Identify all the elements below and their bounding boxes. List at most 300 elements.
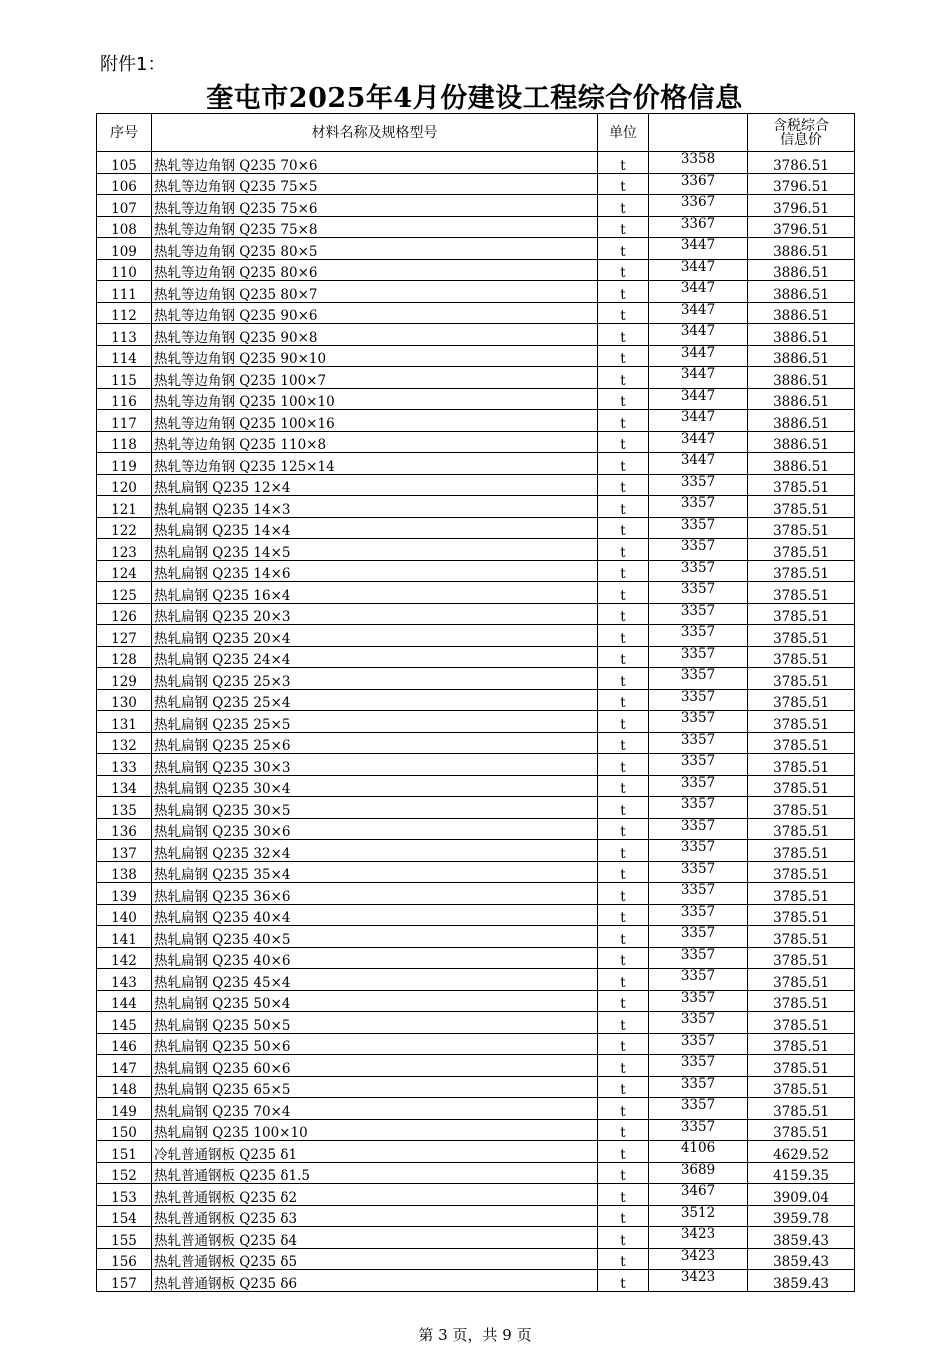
cell-name: 热轧扁钢 Q235 32×4 [152, 840, 598, 862]
cell-no: 117 [97, 410, 152, 432]
table-row [97, 410, 855, 432]
table-row [97, 367, 855, 389]
cell-name: 热轧扁钢 Q235 14×5 [152, 539, 598, 561]
attachment-label: 附件1： [100, 54, 166, 75]
table-row [97, 1205, 855, 1227]
cell-no: 110 [97, 259, 152, 281]
cell-price: 3357 [649, 1033, 748, 1055]
cell-unit: t [598, 625, 649, 647]
cell-name: 热轧扁钢 Q235 45×4 [152, 969, 598, 991]
cell-price: 3357 [649, 904, 748, 926]
cell-name: 热轧普通钢板 Q235 δ4 [152, 1227, 598, 1249]
cell-unit: t [598, 754, 649, 776]
cell-name: 热轧扁钢 Q235 40×5 [152, 926, 598, 948]
table-row [97, 1012, 855, 1034]
table-row [97, 775, 855, 797]
table-row [97, 496, 855, 518]
cell-no: 111 [97, 281, 152, 303]
cell-name: 热轧扁钢 Q235 36×6 [152, 883, 598, 905]
cell-name: 热轧扁钢 Q235 20×4 [152, 625, 598, 647]
header-no: 序号 [97, 114, 152, 152]
cell-name: 热轧扁钢 Q235 25×6 [152, 732, 598, 754]
cell-tax-price: 3859.43 [748, 1270, 855, 1292]
cell-unit: t [598, 990, 649, 1012]
cell-price: 3357 [649, 646, 748, 668]
cell-name: 热轧等边角钢 Q235 75×5 [152, 173, 598, 195]
cell-name: 热轧等边角钢 Q235 70×6 [152, 152, 598, 174]
cell-no: 137 [97, 840, 152, 862]
cell-price: 3357 [649, 625, 748, 647]
cell-price: 3357 [649, 797, 748, 819]
cell-tax-price: 3785.51 [748, 1012, 855, 1034]
table-row [97, 388, 855, 410]
cell-unit: t [598, 1184, 649, 1206]
cell-price: 3357 [649, 754, 748, 776]
cell-no: 148 [97, 1076, 152, 1098]
cell-price: 3447 [649, 410, 748, 432]
cell-name: 热轧等边角钢 Q235 110×8 [152, 431, 598, 453]
cell-name: 热轧扁钢 Q235 50×6 [152, 1033, 598, 1055]
cell-price: 3423 [649, 1227, 748, 1249]
cell-unit: t [598, 410, 649, 432]
cell-unit: t [598, 947, 649, 969]
cell-unit: t [598, 173, 649, 195]
table-row [97, 947, 855, 969]
cell-tax-price: 3886.51 [748, 324, 855, 346]
cell-price: 3447 [649, 367, 748, 389]
cell-no: 122 [97, 517, 152, 539]
cell-price: 3357 [649, 689, 748, 711]
cell-name: 热轧等边角钢 Q235 90×6 [152, 302, 598, 324]
cell-no: 114 [97, 345, 152, 367]
cell-price: 3357 [649, 840, 748, 862]
cell-no: 107 [97, 195, 152, 217]
cell-tax-price: 3785.51 [748, 668, 855, 690]
cell-no: 153 [97, 1184, 152, 1206]
table-row [97, 1162, 855, 1184]
cell-name: 热轧等边角钢 Q235 100×16 [152, 410, 598, 432]
cell-price: 3357 [649, 990, 748, 1012]
cell-price: 3357 [649, 1119, 748, 1141]
table-row [97, 1184, 855, 1206]
cell-unit: t [598, 689, 649, 711]
header-price [649, 114, 748, 152]
cell-tax-price: 4159.35 [748, 1162, 855, 1184]
cell-price: 3357 [649, 496, 748, 518]
cell-tax-price: 3785.51 [748, 1098, 855, 1120]
table-row [97, 603, 855, 625]
cell-name: 冷轧普通钢板 Q235 δ1 [152, 1141, 598, 1163]
cell-no: 106 [97, 173, 152, 195]
cell-name: 热轧等边角钢 Q235 80×7 [152, 281, 598, 303]
cell-tax-price: 3959.78 [748, 1205, 855, 1227]
cell-name: 热轧扁钢 Q235 14×3 [152, 496, 598, 518]
cell-unit: t [598, 603, 649, 625]
table-row [97, 1033, 855, 1055]
cell-name: 热轧等边角钢 Q235 100×7 [152, 367, 598, 389]
cell-price: 3367 [649, 173, 748, 195]
cell-unit: t [598, 1055, 649, 1077]
table-header-row [97, 114, 855, 152]
table-row [97, 1141, 855, 1163]
cell-tax-price: 3785.51 [748, 603, 855, 625]
table-row [97, 1227, 855, 1249]
cell-unit: t [598, 969, 649, 991]
cell-no: 127 [97, 625, 152, 647]
cell-tax-price: 3785.51 [748, 582, 855, 604]
cell-tax-price: 3785.51 [748, 947, 855, 969]
cell-tax-price: 3785.51 [748, 1033, 855, 1055]
cell-no: 134 [97, 775, 152, 797]
cell-tax-price: 3785.51 [748, 840, 855, 862]
cell-price: 3423 [649, 1248, 748, 1270]
cell-price: 3447 [649, 431, 748, 453]
cell-no: 145 [97, 1012, 152, 1034]
cell-tax-price: 3785.51 [748, 474, 855, 496]
cell-name: 热轧扁钢 Q235 25×5 [152, 711, 598, 733]
cell-no: 135 [97, 797, 152, 819]
cell-tax-price: 3886.51 [748, 410, 855, 432]
table-row [97, 195, 855, 217]
cell-price: 3357 [649, 517, 748, 539]
header-unit: 单位 [598, 114, 649, 152]
cell-price: 3447 [649, 345, 748, 367]
cell-price: 3357 [649, 732, 748, 754]
table-row [97, 302, 855, 324]
cell-no: 119 [97, 453, 152, 475]
cell-no: 126 [97, 603, 152, 625]
cell-name: 热轧扁钢 Q235 30×5 [152, 797, 598, 819]
cell-no: 120 [97, 474, 152, 496]
cell-unit: t [598, 560, 649, 582]
cell-price: 3357 [649, 668, 748, 690]
cell-price: 3357 [649, 926, 748, 948]
cell-name: 热轧扁钢 Q235 50×5 [152, 1012, 598, 1034]
cell-unit: t [598, 797, 649, 819]
cell-name: 热轧扁钢 Q235 35×4 [152, 861, 598, 883]
cell-price: 3367 [649, 216, 748, 238]
cell-name: 热轧等边角钢 Q235 90×10 [152, 345, 598, 367]
cell-unit: t [598, 216, 649, 238]
cell-price: 3357 [649, 539, 748, 561]
header-name: 材料名称及规格型号 [152, 114, 598, 152]
cell-name: 热轧扁钢 Q235 40×6 [152, 947, 598, 969]
cell-price: 3447 [649, 324, 748, 346]
cell-name: 热轧扁钢 Q235 20×3 [152, 603, 598, 625]
cell-unit: t [598, 1205, 649, 1227]
cell-unit: t [598, 474, 649, 496]
cell-tax-price: 3785.51 [748, 625, 855, 647]
table-row [97, 732, 855, 754]
table-row [97, 152, 855, 174]
cell-price: 3447 [649, 388, 748, 410]
cell-tax-price: 3785.51 [748, 754, 855, 776]
cell-no: 133 [97, 754, 152, 776]
cell-tax-price: 3796.51 [748, 173, 855, 195]
cell-tax-price: 3859.43 [748, 1227, 855, 1249]
cell-no: 136 [97, 818, 152, 840]
table-row [97, 1119, 855, 1141]
cell-price: 3447 [649, 453, 748, 475]
cell-price: 3512 [649, 1205, 748, 1227]
cell-unit: t [598, 1076, 649, 1098]
page-footer: 第 3 页，共 9 页 [418, 1326, 532, 1344]
cell-price: 3447 [649, 238, 748, 260]
cell-name: 热轧扁钢 Q235 30×6 [152, 818, 598, 840]
cell-unit: t [598, 711, 649, 733]
cell-price: 3357 [649, 1012, 748, 1034]
cell-no: 118 [97, 431, 152, 453]
cell-no: 109 [97, 238, 152, 260]
cell-tax-price: 3785.51 [748, 883, 855, 905]
table-row [97, 1055, 855, 1077]
cell-name: 热轧扁钢 Q235 16×4 [152, 582, 598, 604]
table-row [97, 689, 855, 711]
table-row [97, 431, 855, 453]
table-row [97, 625, 855, 647]
cell-tax-price: 3785.51 [748, 1076, 855, 1098]
cell-unit: t [598, 1119, 649, 1141]
cell-no: 142 [97, 947, 152, 969]
cell-tax-price: 3886.51 [748, 453, 855, 475]
cell-no: 155 [97, 1227, 152, 1249]
cell-unit: t [598, 840, 649, 862]
table-row [97, 711, 855, 733]
cell-no: 152 [97, 1162, 152, 1184]
price-table [96, 113, 855, 1292]
cell-price: 3367 [649, 195, 748, 217]
cell-name: 热轧扁钢 Q235 30×3 [152, 754, 598, 776]
cell-no: 143 [97, 969, 152, 991]
cell-name: 热轧普通钢板 Q235 δ5 [152, 1248, 598, 1270]
cell-unit: t [598, 904, 649, 926]
cell-unit: t [598, 861, 649, 883]
cell-unit: t [598, 281, 649, 303]
cell-price: 3357 [649, 947, 748, 969]
cell-unit: t [598, 431, 649, 453]
cell-unit: t [598, 1098, 649, 1120]
cell-tax-price: 3786.51 [748, 152, 855, 174]
table-row [97, 173, 855, 195]
cell-no: 121 [97, 496, 152, 518]
cell-name: 热轧普通钢板 Q235 δ2 [152, 1184, 598, 1206]
table-row [97, 797, 855, 819]
cell-tax-price: 3785.51 [748, 646, 855, 668]
cell-no: 131 [97, 711, 152, 733]
cell-name: 热轧扁钢 Q235 12×4 [152, 474, 598, 496]
cell-tax-price: 3785.51 [748, 711, 855, 733]
cell-no: 112 [97, 302, 152, 324]
cell-tax-price: 4629.52 [748, 1141, 855, 1163]
table-row [97, 754, 855, 776]
cell-tax-price: 3886.51 [748, 345, 855, 367]
cell-unit: t [598, 345, 649, 367]
table-row [97, 1248, 855, 1270]
cell-name: 热轧等边角钢 Q235 80×6 [152, 259, 598, 281]
cell-unit: t [598, 1141, 649, 1163]
cell-tax-price: 3886.51 [748, 367, 855, 389]
cell-tax-price: 3785.51 [748, 689, 855, 711]
cell-unit: t [598, 732, 649, 754]
table-row [97, 1076, 855, 1098]
cell-price: 3357 [649, 1055, 748, 1077]
table-row [97, 345, 855, 367]
cell-unit: t [598, 496, 649, 518]
table-row [97, 969, 855, 991]
cell-tax-price: 3785.51 [748, 539, 855, 561]
cell-tax-price: 3785.51 [748, 732, 855, 754]
cell-no: 146 [97, 1033, 152, 1055]
cell-tax-price: 3785.51 [748, 861, 855, 883]
cell-price: 3447 [649, 259, 748, 281]
cell-name: 热轧普通钢板 Q235 δ1.5 [152, 1162, 598, 1184]
cell-no: 128 [97, 646, 152, 668]
cell-tax-price: 3859.43 [748, 1248, 855, 1270]
cell-unit: t [598, 324, 649, 346]
cell-unit: t [598, 195, 649, 217]
cell-no: 124 [97, 560, 152, 582]
cell-name: 热轧扁钢 Q235 25×4 [152, 689, 598, 711]
cell-no: 123 [97, 539, 152, 561]
cell-unit: t [598, 367, 649, 389]
cell-no: 147 [97, 1055, 152, 1077]
cell-price: 3447 [649, 281, 748, 303]
cell-tax-price: 3785.51 [748, 969, 855, 991]
cell-no: 151 [97, 1141, 152, 1163]
table-row [97, 668, 855, 690]
cell-price: 3357 [649, 861, 748, 883]
cell-no: 144 [97, 990, 152, 1012]
cell-name: 热轧扁钢 Q235 60×6 [152, 1055, 598, 1077]
table-row [97, 861, 855, 883]
table-row [97, 883, 855, 905]
cell-unit: t [598, 1162, 649, 1184]
header-tax-price: 含税综合 信息价 [748, 114, 855, 152]
cell-name: 热轧扁钢 Q235 25×3 [152, 668, 598, 690]
cell-name: 热轧扁钢 Q235 70×4 [152, 1098, 598, 1120]
table-row [97, 582, 855, 604]
cell-unit: t [598, 668, 649, 690]
cell-name: 热轧等边角钢 Q235 75×8 [152, 216, 598, 238]
cell-tax-price: 3886.51 [748, 388, 855, 410]
table-row [97, 1098, 855, 1120]
cell-name: 热轧普通钢板 Q235 δ6 [152, 1270, 598, 1292]
cell-price: 3357 [649, 818, 748, 840]
cell-tax-price: 3785.51 [748, 496, 855, 518]
cell-price: 3357 [649, 883, 748, 905]
cell-tax-price: 3909.04 [748, 1184, 855, 1206]
table-row [97, 539, 855, 561]
cell-unit: t [598, 388, 649, 410]
cell-tax-price: 3785.51 [748, 926, 855, 948]
table-row [97, 216, 855, 238]
cell-name: 热轧等边角钢 Q235 125×14 [152, 453, 598, 475]
cell-price: 3357 [649, 969, 748, 991]
cell-tax-price: 3886.51 [748, 259, 855, 281]
cell-price: 3689 [649, 1162, 748, 1184]
cell-no: 149 [97, 1098, 152, 1120]
cell-tax-price: 3785.51 [748, 560, 855, 582]
cell-name: 热轧扁钢 Q235 30×4 [152, 775, 598, 797]
cell-price: 4106 [649, 1141, 748, 1163]
cell-unit: t [598, 926, 649, 948]
cell-price: 3357 [649, 1076, 748, 1098]
cell-name: 热轧扁钢 Q235 14×4 [152, 517, 598, 539]
cell-name: 热轧普通钢板 Q235 δ3 [152, 1205, 598, 1227]
cell-name: 热轧扁钢 Q235 40×4 [152, 904, 598, 926]
cell-tax-price: 3785.51 [748, 904, 855, 926]
cell-unit: t [598, 1012, 649, 1034]
cell-tax-price: 3785.51 [748, 517, 855, 539]
cell-no: 141 [97, 926, 152, 948]
cell-no: 157 [97, 1270, 152, 1292]
cell-tax-price: 3886.51 [748, 431, 855, 453]
document-title: 奎屯市2025年4月份建设工程综合价格信息 [206, 83, 743, 114]
cell-price: 3358 [649, 152, 748, 174]
cell-price: 3447 [649, 302, 748, 324]
cell-unit: t [598, 646, 649, 668]
cell-name: 热轧扁钢 Q235 14×6 [152, 560, 598, 582]
table-row [97, 646, 855, 668]
cell-unit: t [598, 517, 649, 539]
cell-unit: t [598, 539, 649, 561]
cell-unit: t [598, 1270, 649, 1292]
cell-no: 115 [97, 367, 152, 389]
cell-tax-price: 3785.51 [748, 1119, 855, 1141]
cell-unit: t [598, 1033, 649, 1055]
cell-price: 3357 [649, 603, 748, 625]
cell-no: 154 [97, 1205, 152, 1227]
cell-no: 129 [97, 668, 152, 690]
cell-name: 热轧等边角钢 Q235 80×5 [152, 238, 598, 260]
table-row [97, 324, 855, 346]
cell-tax-price: 3785.51 [748, 1055, 855, 1077]
cell-unit: t [598, 302, 649, 324]
cell-unit: t [598, 238, 649, 260]
cell-no: 156 [97, 1248, 152, 1270]
cell-price: 3357 [649, 560, 748, 582]
table-row [97, 453, 855, 475]
cell-no: 116 [97, 388, 152, 410]
cell-name: 热轧扁钢 Q235 50×4 [152, 990, 598, 1012]
table-row [97, 840, 855, 862]
cell-unit: t [598, 775, 649, 797]
cell-unit: t [598, 259, 649, 281]
cell-name: 热轧扁钢 Q235 65×5 [152, 1076, 598, 1098]
cell-name: 热轧等边角钢 Q235 90×8 [152, 324, 598, 346]
cell-unit: t [598, 152, 649, 174]
cell-no: 138 [97, 861, 152, 883]
cell-price: 3357 [649, 775, 748, 797]
cell-name: 热轧扁钢 Q235 24×4 [152, 646, 598, 668]
cell-name: 热轧扁钢 Q235 100×10 [152, 1119, 598, 1141]
table-row [97, 560, 855, 582]
table-row [97, 238, 855, 260]
cell-price: 3467 [649, 1184, 748, 1206]
table-row [97, 259, 855, 281]
cell-tax-price: 3886.51 [748, 281, 855, 303]
cell-no: 132 [97, 732, 152, 754]
cell-tax-price: 3796.51 [748, 216, 855, 238]
cell-unit: t [598, 1248, 649, 1270]
cell-name: 热轧等边角钢 Q235 75×6 [152, 195, 598, 217]
cell-price: 3357 [649, 582, 748, 604]
cell-tax-price: 3796.51 [748, 195, 855, 217]
cell-no: 139 [97, 883, 152, 905]
table-row [97, 517, 855, 539]
cell-unit: t [598, 453, 649, 475]
table-row [97, 926, 855, 948]
